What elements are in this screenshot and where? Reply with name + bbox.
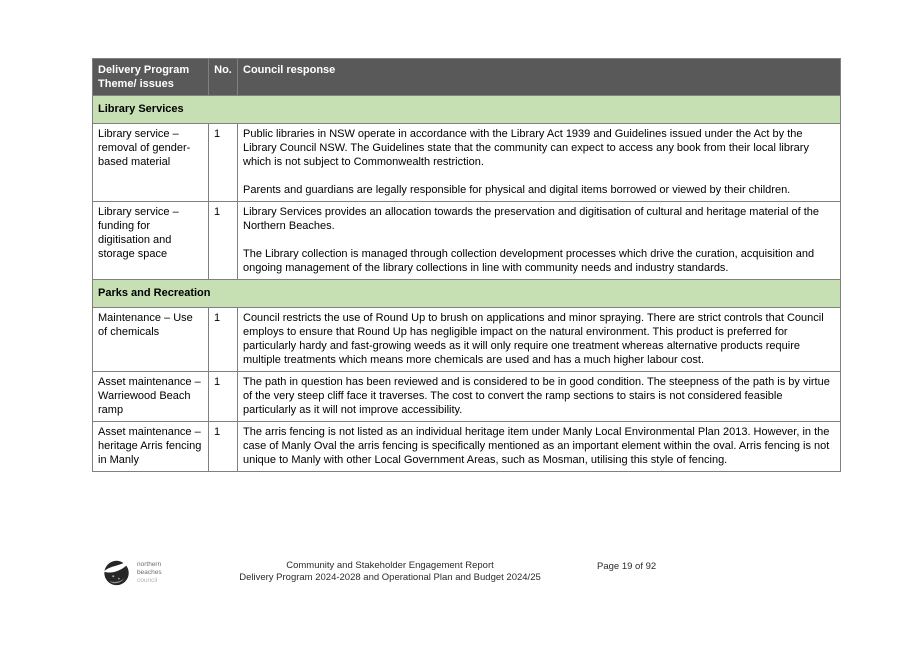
response-cell: [238, 308, 841, 372]
response-cell: [238, 422, 841, 472]
logo-text-line3: council: [137, 576, 158, 584]
council-logo-icon: [102, 557, 132, 588]
theme-cell: Asset maintenance – Warriewood Beach ramp: [93, 372, 209, 422]
council-logo-wordmark: [137, 561, 162, 585]
table-body: [93, 96, 841, 472]
theme-cell: Maintenance – Use of chemicals: [93, 308, 209, 372]
table-row: [93, 202, 841, 280]
footer-title-line1: Community and Stakeholder Engagement Report: [286, 560, 494, 571]
page-number: Page 19 of 92: [597, 561, 657, 572]
footer-document-title: [230, 560, 550, 584]
table-row: [93, 308, 841, 372]
table-header-row: [93, 59, 841, 96]
no-cell: 1: [209, 372, 238, 422]
no-cell: 1: [209, 124, 238, 202]
section-title: Library Services: [93, 96, 841, 124]
council-response-table-container: [92, 58, 840, 472]
response-paragraph: The Library collection is managed through collection development processes which drive the curation, acquisition and ongoing management of the library collections in line with community needs and industry standards.: [243, 248, 815, 274]
council-response-table: [92, 58, 841, 472]
theme-cell: Library service – funding for digitisation and storage space: [93, 202, 209, 280]
column-header-theme: Delivery Program Theme/ issues: [93, 59, 209, 96]
response-paragraph: The arris fencing is not listed as an individual heritage item under Manly Local Environmental Plan 2013. However, in the case of Manly Oval the arris fencing is specifically mentioned as an important element within the oval. Arris fencing is not unique to Manly with other Local Government Areas, such as Mosman, utilising this style of fencing.: [243, 426, 830, 466]
column-header-no: No.: [209, 59, 238, 96]
no-cell: 1: [209, 202, 238, 280]
no-cell: 1: [209, 308, 238, 372]
section-header-row: [93, 96, 841, 124]
no-cell: 1: [209, 422, 238, 472]
footer-logo: [102, 557, 162, 588]
section-title: Parks and Recreation: [93, 280, 841, 308]
response-cell: [238, 202, 841, 280]
table-row: [93, 422, 841, 472]
response-paragraph: Council restricts the use of Round Up to brush on applications and minor spraying. There are strict controls that Council employs to ensure that Round Up has negligible impact on the natural environment. This product is preferred for particularly hardy and fast-growing weeds as it will only require one treatment whereas alternative products require multiple treatments which means more chemicals are used and has a much higher labour cost.: [243, 312, 824, 366]
response-paragraph: Parents and guardians are legally responsible for physical and digital items borrowed or viewed by their children.: [243, 184, 791, 196]
response-cell: [238, 372, 841, 422]
footer-title-line2: Delivery Program 2024-2028 and Operational Plan and Budget 2024/25: [239, 572, 541, 583]
logo-text-line1: northern: [137, 560, 162, 568]
theme-cell: Asset maintenance – heritage Arris fencing in Manly: [93, 422, 209, 472]
table-row: [93, 124, 841, 202]
response-cell: [238, 124, 841, 202]
response-paragraph: Public libraries in NSW operate in accordance with the Library Act 1939 and Guidelines issued under the Act by the Library Council NSW. The Guidelines state that the community can expect to access any book from their local library which is not subject to Commonwealth restriction.: [243, 128, 809, 168]
column-header-response: Council response: [238, 59, 841, 96]
theme-cell: Library service – removal of gender-based material: [93, 124, 209, 202]
section-header-row: [93, 280, 841, 308]
response-paragraph: The path in question has been reviewed and is considered to be in good condition. The steepness of the path is by virtue of the very steep cliff face it traverses. The cost to convert the ramp sections to stairs is not considered feasible particularly as it will not improve accessibility.: [243, 376, 830, 416]
logo-text-line2: beaches: [137, 568, 162, 576]
table-row: [93, 372, 841, 422]
response-paragraph: Library Services provides an allocation towards the preservation and digitisation of cultural and heritage material of the Northern Beaches.: [243, 206, 819, 232]
